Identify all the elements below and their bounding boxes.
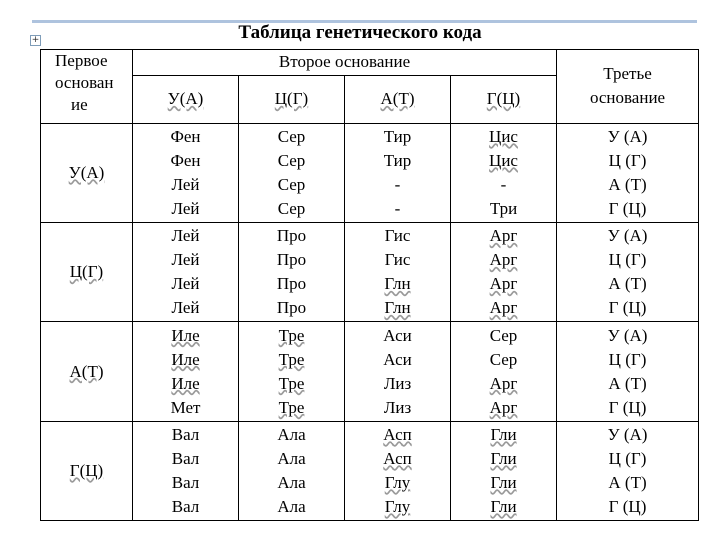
amino-acid: - bbox=[394, 174, 401, 194]
amino-acid-cell bbox=[133, 123, 239, 222]
third-base: А (Т) bbox=[608, 472, 647, 492]
second-base-a-header: А(Т) bbox=[345, 75, 451, 123]
amino-acid: Аси bbox=[383, 325, 412, 345]
amino-acid: Сер bbox=[277, 198, 306, 218]
amino-acid: Лей bbox=[171, 274, 200, 294]
amino-acid: Тре bbox=[278, 373, 305, 393]
amino-acid: Сер bbox=[277, 150, 306, 170]
amino-acid: Вал bbox=[171, 472, 200, 492]
amino-acid-cell bbox=[451, 322, 557, 421]
amino-acid: Тре bbox=[278, 349, 305, 369]
first-base-cell: У(А) bbox=[41, 123, 133, 222]
amino-acid: Тир bbox=[383, 150, 412, 170]
amino-acid-cell bbox=[239, 223, 345, 322]
amino-acid-cell bbox=[345, 123, 451, 222]
amino-acid: Гис bbox=[384, 250, 411, 270]
amino-acid: Аси bbox=[383, 349, 412, 369]
third-base: Г (Ц) bbox=[608, 496, 647, 516]
amino-acid-cell bbox=[133, 421, 239, 520]
second-base-u-header: У(А) bbox=[133, 75, 239, 123]
table-title: Таблица генетического кода bbox=[238, 22, 482, 43]
third-base: У (А) bbox=[607, 424, 648, 444]
third-base: Г (Ц) bbox=[608, 397, 647, 417]
second-base-c-header: Ц(Г) bbox=[239, 75, 345, 123]
third-base: Ц (Г) bbox=[608, 150, 647, 170]
third-base: Ц (Г) bbox=[608, 349, 647, 369]
genetic-code-table bbox=[40, 49, 699, 521]
amino-acid: Лей bbox=[171, 174, 200, 194]
amino-acid: Иле bbox=[171, 325, 200, 345]
amino-acid: Цис bbox=[489, 150, 518, 170]
third-base: У (А) bbox=[607, 226, 648, 246]
amino-acid: Лиз bbox=[383, 397, 412, 417]
amino-acid: Арг bbox=[489, 274, 518, 294]
amino-acid-cell bbox=[345, 421, 451, 520]
third-base: Г (Ц) bbox=[608, 198, 647, 218]
third-base: Ц (Г) bbox=[608, 448, 647, 468]
amino-acid: Лей bbox=[171, 198, 200, 218]
amino-acid-cell bbox=[239, 123, 345, 222]
amino-acid: Вал bbox=[171, 496, 200, 516]
amino-acid: Арг bbox=[489, 250, 518, 270]
codon-group-row bbox=[41, 421, 699, 520]
amino-acid: Гли bbox=[490, 472, 517, 492]
amino-acid: Сер bbox=[277, 126, 306, 146]
amino-acid-cell bbox=[239, 322, 345, 421]
amino-acid: Иле bbox=[171, 349, 200, 369]
amino-acid: Глн bbox=[384, 274, 411, 294]
amino-acid-cell bbox=[239, 421, 345, 520]
amino-acid-cell bbox=[133, 223, 239, 322]
third-base: А (Т) bbox=[608, 174, 647, 194]
amino-acid: Лиз bbox=[383, 373, 412, 393]
amino-acid-cell bbox=[345, 322, 451, 421]
third-base-header: Третье основание bbox=[557, 50, 699, 124]
amino-acid: Арг bbox=[489, 298, 518, 318]
amino-acid: Лей bbox=[171, 226, 200, 246]
third-base-cell bbox=[557, 123, 699, 222]
amino-acid: Арг bbox=[489, 226, 518, 246]
amino-acid: Арг bbox=[489, 373, 518, 393]
first-base-cell: А(Т) bbox=[41, 322, 133, 421]
amino-acid: Вал bbox=[171, 448, 200, 468]
amino-acid: Гли bbox=[490, 496, 517, 516]
amino-acid: Глу bbox=[384, 472, 411, 492]
amino-acid: Вал bbox=[171, 424, 200, 444]
third-base: А (Т) bbox=[608, 373, 647, 393]
first-base-cell: Ц(Г) bbox=[41, 223, 133, 322]
first-base-cell: Г(Ц) bbox=[41, 421, 133, 520]
codon-group-row bbox=[41, 322, 699, 421]
first-base-header: Первое основан ие bbox=[41, 50, 133, 124]
amino-acid: Гли bbox=[490, 424, 517, 444]
amino-acid: Иле bbox=[171, 373, 200, 393]
amino-acid: Асп bbox=[383, 424, 412, 444]
second-base-header: Второе основание bbox=[133, 50, 557, 76]
table-move-handle-icon[interactable]: + bbox=[31, 35, 40, 45]
amino-acid: Сер bbox=[489, 325, 518, 345]
amino-acid-cell bbox=[345, 223, 451, 322]
amino-acid: - bbox=[500, 174, 507, 194]
amino-acid: Три bbox=[489, 198, 518, 218]
amino-acid: Мет bbox=[170, 397, 201, 417]
amino-acid-cell bbox=[451, 123, 557, 222]
amino-acid: Фен bbox=[170, 150, 201, 170]
amino-acid: Лей bbox=[171, 298, 200, 318]
third-base-cell bbox=[557, 223, 699, 322]
amino-acid: Ала bbox=[277, 448, 306, 468]
amino-acid: Гли bbox=[490, 448, 517, 468]
amino-acid: Цис bbox=[489, 126, 518, 146]
third-base: Г (Ц) bbox=[608, 298, 647, 318]
third-base: А (Т) bbox=[608, 274, 647, 294]
amino-acid: Сер bbox=[277, 174, 306, 194]
third-base-cell bbox=[557, 322, 699, 421]
amino-acid: Тре bbox=[278, 325, 305, 345]
amino-acid: Про bbox=[276, 274, 307, 294]
amino-acid: Арг bbox=[489, 397, 518, 417]
amino-acid: Асп bbox=[383, 448, 412, 468]
amino-acid: - bbox=[394, 198, 401, 218]
amino-acid: Фен bbox=[170, 126, 201, 146]
third-base: У (А) bbox=[607, 126, 648, 146]
amino-acid: Ала bbox=[277, 472, 306, 492]
third-base-cell bbox=[557, 421, 699, 520]
codon-group-row bbox=[41, 123, 699, 222]
third-base: Ц (Г) bbox=[608, 250, 647, 270]
second-base-g-header: Г(Ц) bbox=[451, 75, 557, 123]
amino-acid: Ала bbox=[277, 424, 306, 444]
amino-acid: Глу bbox=[384, 496, 411, 516]
amino-acid: Тре bbox=[278, 397, 305, 417]
amino-acid: Про bbox=[276, 298, 307, 318]
codon-groups bbox=[41, 123, 699, 520]
amino-acid: Глн bbox=[384, 298, 411, 318]
codon-group-row bbox=[41, 223, 699, 322]
amino-acid: Про bbox=[276, 226, 307, 246]
amino-acid-cell bbox=[451, 421, 557, 520]
amino-acid-cell bbox=[451, 223, 557, 322]
amino-acid: Ала bbox=[277, 496, 306, 516]
amino-acid: Тир bbox=[383, 126, 412, 146]
amino-acid: Лей bbox=[171, 250, 200, 270]
third-base: У (А) bbox=[607, 325, 648, 345]
amino-acid-cell bbox=[133, 322, 239, 421]
amino-acid: Сер bbox=[489, 349, 518, 369]
amino-acid: Гис bbox=[384, 226, 411, 246]
amino-acid: Про bbox=[276, 250, 307, 270]
